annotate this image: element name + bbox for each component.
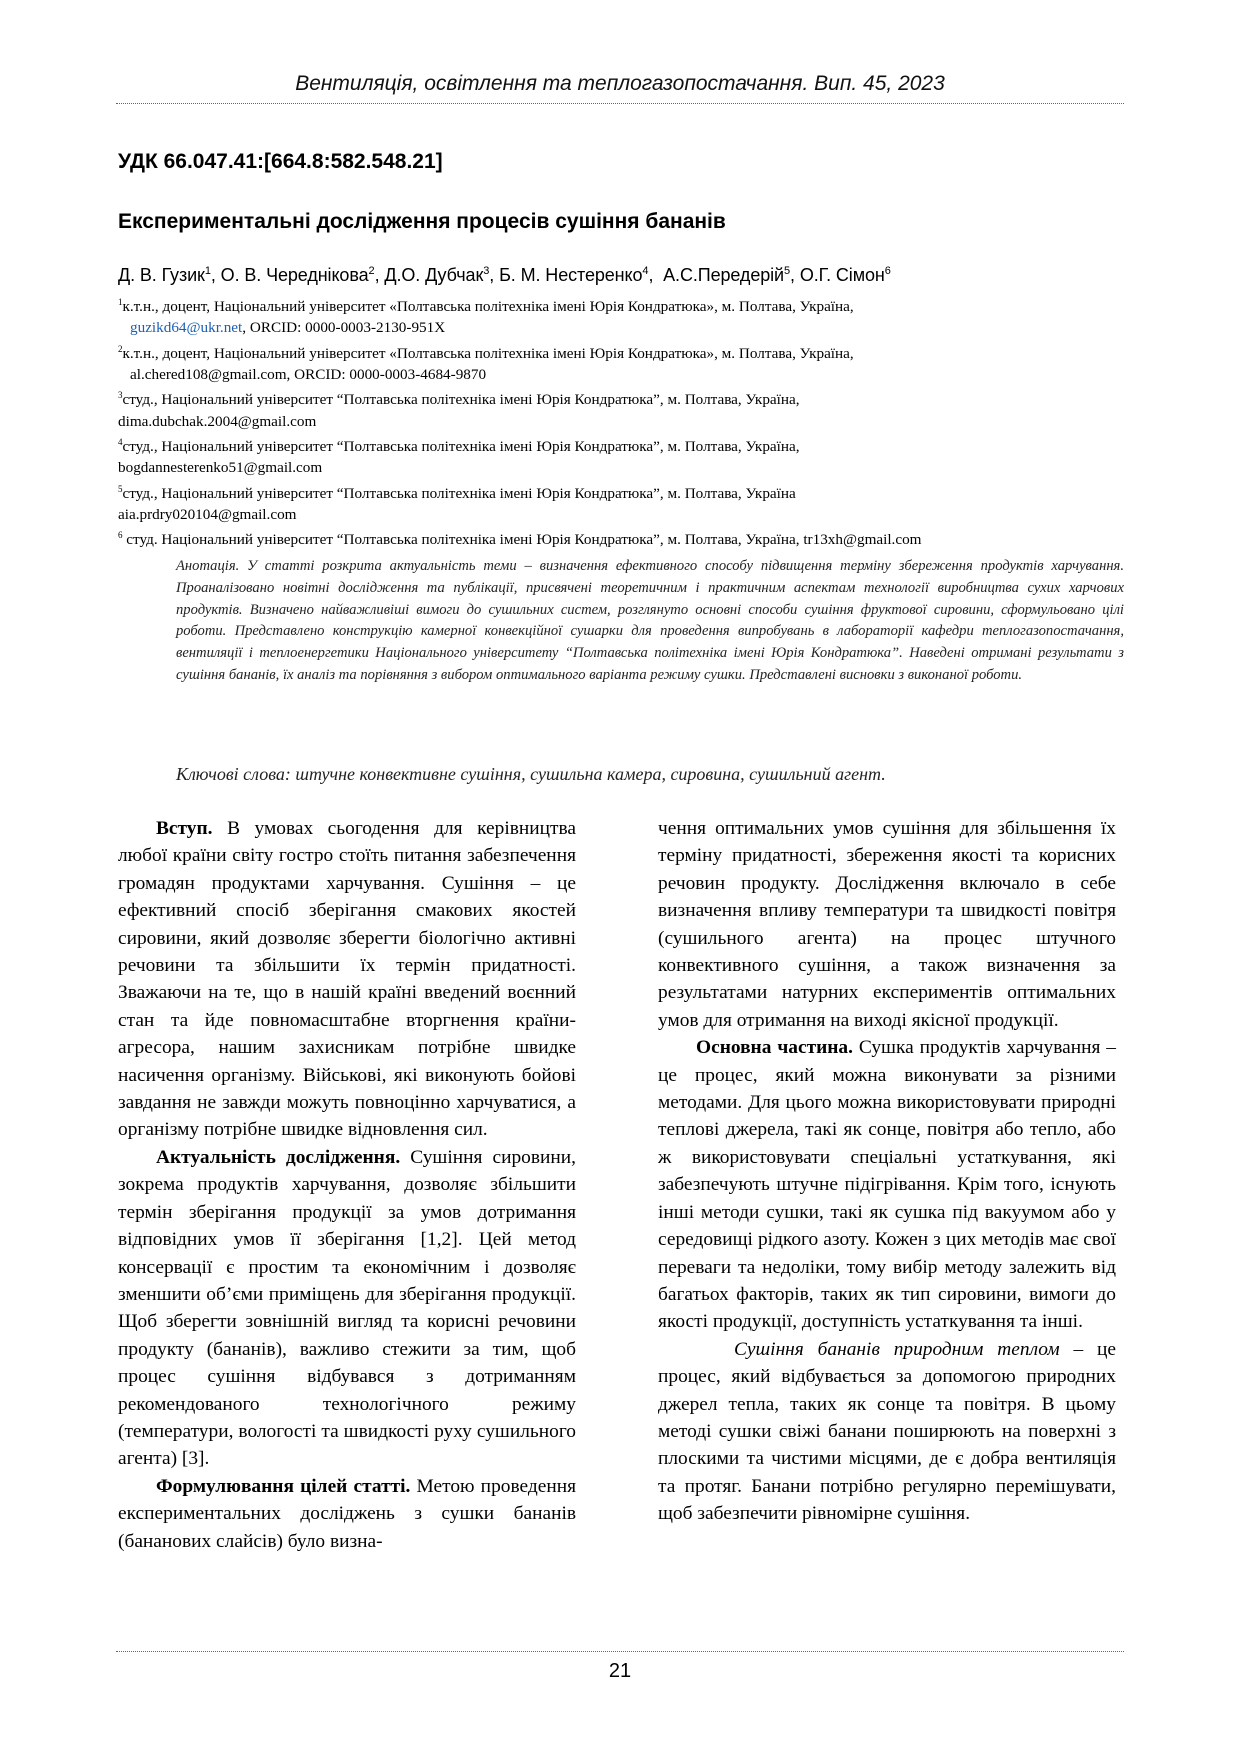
intro-paragraph: Вступ. В умовах сьогодення для керівництва любої країни світу гостро стоїть питання забезпечення громадян продуктами харчування. Сушіння – це ефективний спосіб зберігання смакових якостей сировини, який дозволяє зберегти біологічно активні речовини та збільшити їх термін придатності. Зважаючи на те, що в нашій країні введений воєнний стан та йде повномасштабне вторгнення країни-агресора, нашим захисникам потрібне швидке насичення організму. Військові, які виконують бойові завдання не завжди можуть повноцінно харчуватися, а організму потрібне швидке відновлення сил.: [118, 818, 576, 1141]
paper-title: Експериментальні дослідження процесів сушіння бананів: [118, 210, 726, 233]
author-sup: 3: [483, 265, 490, 277]
affiliation-4: $^4$студ., Національний університет “Полтавська політехніка імені Юрія Кондратюка”, м. Полтава, Україна,: [118, 436, 800, 456]
affiliation-5: $^5$студ., Національний університет “Полтавська політехніка імені Юрія Кондратюка”, м. Полтава, Україна: [118, 483, 796, 502]
body-column-left: [118, 815, 576, 1555]
affiliation-2: $^2$к.т.н., доцент, Національний університет «Полтавська політехніка імені Юрія Кондратюка», м. Полтава, Україна,: [118, 343, 854, 362]
relevance-paragraph: Актуальність дослідження. Сушіння сировини, зокрема продуктів харчування, дозволяє збільшити термін зберігання продукції за умов дотримання відповідних умов її зберігання [1,2]. Цей метод консервації є простим та економічним і дозволяє зменшити об’єми приміщень для зберігання продукції. Щоб зберегти зовнішній вигляд та корисні речовини продукту (бананів), важливо стежити за тим, щоб процес сушіння відбувався з дотриманням рекомендованого технологічного режиму (температури, вологості та швидкості руху сушильного агента) [3].: [118, 1146, 576, 1470]
affiliation-3: $^3$студ., Національний університет “Полтавська політехніка імені Юрія Кондратюка”, м. Полтава, Україна,: [118, 390, 800, 409]
author-sup: 4: [642, 265, 649, 277]
author-sup: 2: [368, 265, 375, 277]
main-paragraph: Основна частина. Сушка продуктів харчування – це процес, який можна виконувати за різними методами. Для цього можна використовувати природні теплові джерела, такі як сонце, повітря або тепло, або ж використовувати спеціальні устаткування, які забезпечують штучне підігрівання. Крім того, існують інші методи сушки, такі як сушка під вакуумом або у середовищі рідкого азоту. Кожен з цих методів має свої переваги та недоліки, тому вибір методу залежить від багатьох факторів, таких як тип сировини, вимоги до якості продукції, доступність устаткування та інші.: [658, 1037, 1116, 1333]
natural-drying-paragraph: Сушіння бананів природним теплом – це процес, який відбувається за допомогою природних джерел тепла, таких як сонце та повітря. В цьому методі сушки свіжі банани поширюють на поверхні з плоскими та чистими місцями, де є добра вентиляція та протяг. Банани потрібно регулярно перемішувати, щоб забезпечити рівномірне сушіння.: [658, 1338, 1116, 1525]
email: bogdannesterenko51@gmail.com: [118, 459, 323, 477]
author-sup: 5: [784, 265, 791, 277]
author-list: Д. В. Гузик$^1$, О. В. Череднікова$^2$, Д.О. Дубчак$^3$, Б. М. Нестеренко$^4$, А.С.Передерій$^5$, О.Г. Сімон$^6$: [118, 265, 891, 285]
goals-continuation: чення оптимальних умов сушіння для збільшення їх терміну придатності, збереження якості та корисних речовин продукту. Дослідження включало в себе визначення впливу температури та швидкості повітря (сушильного агента) на процес штучного конвективного сушіння, а також визначення за результатами натурних експериментів оптимальних умов для отримання на виході якісної продукції.: [658, 818, 1116, 1031]
goals-paragraph: Формулювання цілей статті. Метою проведення експериментальних досліджень з сушки бананів (бананових слайсів) було визна-: [118, 1475, 576, 1552]
email-link[interactable]: guzikd64@ukr.net: [130, 319, 243, 337]
udk-code: УДК 66.047.41:[664.8:582.548.21]: [118, 150, 443, 173]
author-name: А.С.Передерій: [663, 265, 784, 285]
section-heading: Вступ.: [156, 818, 213, 839]
email: al.chered108@gmail.com: [130, 366, 287, 384]
section-heading: Актуальність дослідження.: [156, 1146, 401, 1168]
author-name: О. В. Череднікова: [220, 265, 369, 285]
affiliation-1: $^1$к.т.н., доцент, Національний університет «Полтавська політехніка імені Юрія Кондратюка», м. Полтава, Україна,: [118, 297, 854, 316]
author-name: Б. М. Нестеренко: [499, 265, 643, 285]
author-sup: 1: [204, 265, 211, 277]
body-column-right: [658, 815, 1116, 1528]
section-heading: Формулювання цілей статті.: [156, 1475, 411, 1497]
section-heading: Основна частина.: [696, 1037, 853, 1059]
header-divider: [116, 103, 1124, 104]
footer-divider: [116, 1651, 1124, 1652]
affiliation-6: $^6$ студ. Національний університет “Полтавська політехніка імені Юрія Кондратюка”, м. Полтава, Україна, tr13xh@gmail.com: [118, 530, 922, 549]
author-name: Д.О. Дубчак: [384, 265, 484, 285]
affiliations: $^1$к.т.н., доцент, Національний університет «Полтавська політехніка імені Юрія Кондратюка», м. Полтава, Україна, guzikd64@ukr.net, ORCID: 0000-0003-2130-951X $^2$к.т.н., доцент, Національний університет «Полтавська політехніка імені Юрія Кондратюка», м. Полтава, Україна, al.chered108@gmail.com, ORCID: 0000-0003-4684-9870 $^3$студ., Національний університет “Полтавська політехніка імені Юрія Кондратюка”, м. Полтава, Україна, dima.dubchak.2004@gmail.com $^4$студ., Національний університет “Полтавська політехніка імені Юрія Кондратюка”, м. Полтава, Україна, bogdannesterenko51@gmail.com $^5$студ., Національний університет “Полтавська політехніка імені Юрія Кондратюка”, м. Полтава, Україна aia.prdry020104@gmail.com $^6$ студ. Національний університет “Полтавська політехніка імені Юрія Кондратюка”, м. Полтава, Україна, tr13xh@gmail.com: [118, 292, 1128, 551]
journal-running-header: Вентиляція, освітлення та теплогазопостачання. Вип. 45, 2023: [295, 72, 945, 95]
author-name: Д. В. Гузик: [118, 265, 205, 285]
abstract: Анотація. У статті розкрита актуальність теми – визначення ефективного способу підвищення терміну збереження продуктів харчування. Проаналізовано новітні дослідження та публікації, присвячені теоретичним і практичним аспектам технології виробництва сухих харчових продуктів. Визначено найважливіші вимоги до сушильних систем, розглянуто основні способи сушіння фруктової сировини, сформульовано цілі роботи. Представлено конструкцію камерної конвекційної сушарки для проведення випробувань в лабораторії кафедри теплогазопостачання, вентиляції і теплоенергетики Національного університету “Полтавська політехніка імені Юрія Кондратюка”. Наведені отримані результати з сушіння бананів, їх аналіз та порівняння з вибором оптимального варіанта режиму сушки. Представлені висновки з виконаної роботи.: [176, 558, 1124, 683]
keywords: Ключові слова: штучне конвективне сушіння, сушильна камера, сировина, сушильний агент.: [176, 764, 886, 784]
author-name: О.Г. Сімон: [799, 265, 885, 285]
subsection-heading: Сушіння бананів природним теплом: [734, 1338, 1060, 1360]
page-number: 21: [608, 1660, 632, 1682]
email: dima.dubchak.2004@gmail.com: [118, 412, 317, 430]
author-sup: 6: [884, 265, 891, 277]
email: aia.prdry020104@gmail.com: [118, 505, 297, 523]
